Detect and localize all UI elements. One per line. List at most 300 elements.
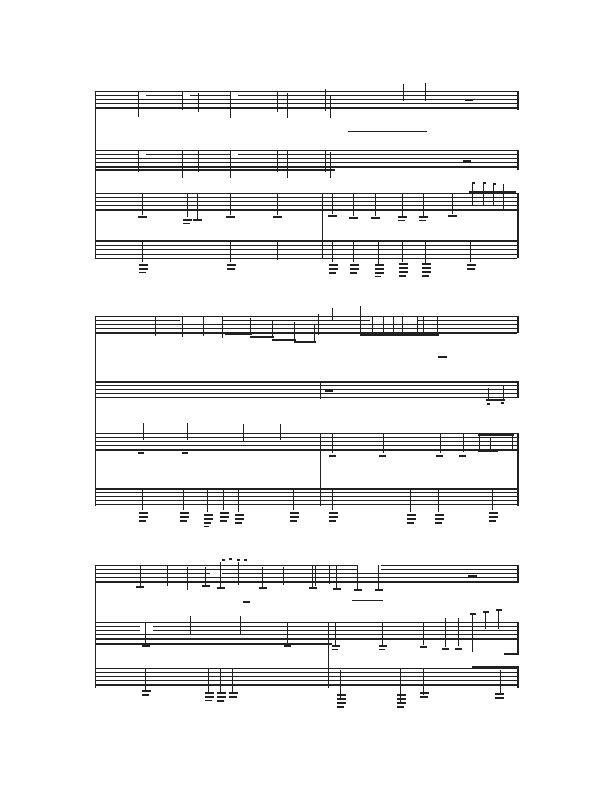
staff-line — [95, 381, 517, 383]
notation-dash — [328, 215, 337, 217]
staff-line — [95, 488, 517, 490]
note-stem — [357, 565, 358, 589]
notation-dash — [329, 264, 338, 266]
notation-dash — [217, 692, 226, 694]
staff-line — [95, 573, 517, 574]
staff-line — [95, 433, 517, 434]
note-stem — [498, 610, 499, 629]
notation-dash — [397, 702, 406, 704]
notation-dash — [284, 645, 291, 647]
notation-dash — [398, 220, 405, 221]
notation-dash — [379, 649, 385, 650]
staff-line — [95, 634, 517, 635]
note-stem — [220, 668, 221, 694]
render-artifact — [188, 429, 198, 432]
notation-dash — [348, 131, 427, 132]
staff-line — [95, 680, 517, 681]
notation-dash — [337, 706, 344, 708]
notation-dash — [136, 586, 144, 588]
staff-line — [95, 449, 517, 451]
note-stem — [423, 193, 424, 218]
notation-dash — [504, 653, 517, 655]
articulation-dot — [237, 559, 240, 561]
notation-dash — [352, 600, 383, 601]
notation-dash — [142, 645, 150, 647]
note-stem — [330, 95, 331, 118]
notation-dash — [422, 271, 431, 273]
note-stem — [470, 240, 471, 262]
notation-dash — [438, 356, 447, 358]
notation-dash — [371, 217, 380, 219]
note-stem — [280, 424, 281, 440]
notation-dash — [182, 452, 188, 454]
notation-dash — [420, 696, 428, 698]
notation-dash — [407, 518, 416, 520]
note-stem — [223, 488, 224, 510]
notation-dash — [220, 516, 229, 518]
barline — [517, 433, 519, 506]
note-stem — [336, 565, 337, 589]
barline — [328, 622, 329, 688]
note-stem — [198, 93, 199, 112]
notation-dash — [349, 217, 358, 219]
staff-line — [95, 397, 517, 398]
notation-dash — [419, 220, 426, 221]
staff-line — [95, 201, 517, 202]
barline — [322, 193, 323, 258]
note-stem — [372, 316, 373, 334]
staff-line — [95, 158, 517, 159]
note-stem — [167, 565, 168, 586]
notation-dash — [465, 99, 473, 101]
notation-dash — [205, 696, 214, 698]
notation-dash — [435, 518, 444, 520]
notation-dash — [290, 520, 297, 522]
note-stem — [483, 184, 484, 205]
note-stem — [472, 184, 473, 205]
note-stem — [493, 185, 494, 205]
notation-dash — [397, 694, 406, 696]
note-stem — [232, 668, 233, 692]
note-stem — [314, 324, 315, 342]
notation-dash — [204, 514, 213, 516]
notation-dash — [397, 698, 406, 700]
notation-dash — [183, 223, 190, 224]
note-stem — [423, 317, 424, 335]
notation-dash — [375, 589, 383, 591]
notation-dash — [205, 692, 214, 694]
note-stem — [287, 93, 288, 118]
notation-dash — [489, 516, 498, 518]
notation-dash — [139, 268, 148, 270]
note-stem — [383, 317, 384, 335]
notation-dash — [478, 434, 514, 436]
notation-dash — [220, 520, 227, 522]
notation-dash — [470, 613, 476, 615]
note-stem — [403, 84, 404, 101]
system-2 — [95, 306, 519, 527]
note-stem — [332, 433, 333, 453]
note-stem — [138, 92, 139, 117]
staff-line — [95, 99, 517, 100]
notation-dash — [139, 520, 146, 522]
notation-dash — [407, 522, 414, 524]
staff-line — [95, 445, 517, 446]
notation-dash — [399, 263, 408, 265]
note-stem — [479, 435, 480, 451]
notation-dash — [329, 455, 336, 457]
staff-line — [95, 676, 517, 677]
notation-dash — [422, 267, 431, 269]
barline — [325, 150, 326, 172]
notation-dash — [399, 267, 408, 269]
note-stem — [375, 193, 376, 216]
note-stem — [500, 670, 501, 693]
note-stem — [230, 92, 231, 118]
notation-dash — [290, 516, 299, 518]
barline — [517, 565, 519, 583]
note-stem — [287, 622, 288, 645]
notation-dash — [227, 268, 235, 270]
staff-line — [95, 166, 517, 168]
staff-line — [95, 385, 517, 386]
staff-line — [95, 496, 517, 497]
articulation-dot — [472, 182, 475, 184]
note-stem — [277, 92, 278, 112]
note-stem — [182, 150, 183, 178]
render-artifact — [231, 154, 238, 157]
notation-dash — [225, 333, 252, 335]
notation-dash — [329, 268, 338, 270]
note-stem — [438, 488, 439, 512]
note-stem — [230, 240, 231, 262]
notation-dash — [496, 609, 502, 611]
notation-dash — [329, 516, 338, 518]
staff-line — [95, 107, 517, 109]
staff-line — [95, 154, 517, 155]
note-stem — [332, 240, 333, 262]
staff-line — [95, 393, 517, 394]
render-artifact — [183, 95, 190, 98]
notation-dash — [204, 518, 213, 520]
notation-dash — [217, 696, 226, 698]
staff-line — [95, 437, 517, 438]
notation-dash — [495, 693, 504, 695]
barline — [320, 433, 321, 506]
render-artifact — [180, 319, 222, 324]
notation-dash — [139, 272, 146, 273]
staff-line — [95, 581, 517, 583]
note-stem — [463, 433, 464, 452]
note-stem — [378, 240, 379, 264]
system-1 — [95, 83, 519, 277]
notation-dash — [272, 339, 296, 341]
notation-dash — [375, 272, 384, 274]
staff-line — [95, 565, 517, 566]
notation-dash — [420, 692, 429, 694]
staff-line — [95, 668, 517, 669]
note-stem — [222, 316, 223, 338]
notation-dash — [332, 649, 338, 650]
notation-dash — [226, 216, 235, 218]
note-stem — [360, 306, 361, 333]
note-stem — [205, 567, 206, 585]
barline — [517, 193, 519, 258]
render-artifact — [357, 565, 381, 572]
render-artifact — [231, 95, 238, 98]
notation-dash — [180, 516, 189, 518]
staff-line — [95, 332, 517, 334]
notation-dash — [250, 336, 274, 338]
note-stem — [503, 184, 504, 209]
notation-dash — [217, 587, 225, 589]
staff-line — [95, 205, 517, 206]
note-stem — [458, 618, 459, 646]
render-artifact — [140, 626, 153, 631]
articulation-dot — [501, 402, 504, 404]
notation-dash — [422, 275, 429, 277]
note-stem — [198, 151, 199, 172]
notation-dash — [193, 219, 202, 221]
notation-dash — [459, 455, 466, 457]
staff-line — [95, 389, 517, 390]
note-stem — [230, 193, 231, 215]
note-stem — [182, 92, 183, 110]
note-stem — [445, 618, 446, 647]
notation-dash — [398, 216, 407, 218]
note-stem — [472, 615, 473, 652]
render-artifact — [139, 154, 146, 157]
notation-dash — [183, 219, 192, 221]
note-stem — [402, 240, 403, 262]
note-stem — [182, 316, 183, 337]
notation-dash — [467, 264, 476, 266]
system-3 — [95, 558, 519, 708]
note-stem — [243, 424, 244, 441]
staff-line — [95, 254, 517, 255]
barline — [517, 150, 519, 170]
notation-dash — [337, 694, 346, 696]
notation-dash — [337, 698, 346, 700]
barline — [329, 565, 330, 584]
notation-dash — [180, 512, 189, 514]
note-stem — [138, 150, 139, 172]
notation-dash — [442, 648, 449, 650]
notation-dash — [273, 216, 282, 218]
notation-dash — [229, 696, 237, 698]
render-artifact — [139, 95, 146, 98]
note-stem — [143, 423, 144, 440]
notation-dash — [489, 512, 498, 514]
notation-dash — [350, 272, 357, 274]
note-stem — [332, 488, 333, 510]
note-stem — [240, 616, 241, 635]
note-stem — [142, 488, 143, 510]
notation-dash — [483, 611, 489, 613]
notation-dash — [379, 645, 387, 647]
notation-dash — [325, 389, 333, 392]
notation-dash — [350, 264, 359, 266]
staff-line — [95, 193, 517, 194]
note-stem — [402, 193, 403, 218]
note-stem — [277, 193, 278, 215]
staff-line — [95, 324, 517, 325]
notation-dash — [467, 268, 475, 270]
note-stem — [402, 317, 403, 335]
notation-dash — [468, 575, 477, 577]
note-stem — [208, 668, 209, 692]
articulation-dot — [493, 183, 496, 185]
barline — [95, 91, 96, 258]
note-stem — [187, 423, 188, 440]
staff-line — [95, 569, 517, 570]
notation-dash — [360, 333, 439, 336]
notation-dash — [329, 520, 336, 522]
staff-line — [95, 95, 517, 96]
notation-dash — [235, 522, 242, 524]
note-stem — [293, 488, 294, 510]
note-stem — [230, 150, 231, 178]
note-stem — [335, 622, 336, 646]
note-stem — [315, 565, 316, 586]
notation-dash — [220, 512, 229, 514]
note-stem — [393, 316, 394, 334]
note-stem — [287, 151, 288, 178]
staff-line — [95, 622, 517, 623]
staff-line — [95, 504, 517, 505]
staff-line — [95, 684, 517, 686]
note-stem — [145, 668, 146, 690]
notation-dash — [455, 648, 462, 650]
note-stem — [400, 668, 401, 702]
notation-dash — [407, 514, 416, 516]
notation-dash — [397, 706, 404, 708]
notation-dash — [139, 512, 148, 514]
notation-dash — [435, 522, 442, 524]
note-stem — [312, 565, 313, 588]
note-stem — [423, 622, 424, 645]
notation-dash — [217, 700, 224, 702]
notation-dash — [375, 264, 384, 266]
staff-line — [95, 500, 517, 501]
notation-dash — [379, 455, 386, 457]
note-stem — [272, 320, 273, 338]
notation-dash — [142, 690, 151, 692]
notation-dash — [95, 169, 335, 171]
note-stem — [187, 194, 188, 217]
notation-dash — [375, 276, 381, 277]
staff-line — [95, 240, 517, 242]
notation-dash — [448, 215, 457, 217]
notation-dash — [202, 585, 210, 587]
staff-line — [95, 328, 517, 329]
barline — [517, 622, 519, 655]
staff-line — [95, 316, 517, 317]
articulation-dot — [244, 559, 247, 561]
note-stem — [140, 565, 141, 588]
note-stem — [437, 316, 438, 334]
note-stem — [187, 567, 188, 590]
notation-dash — [354, 589, 362, 591]
note-stem — [425, 83, 426, 101]
notation-dash — [436, 455, 443, 457]
articulation-dot — [487, 403, 490, 405]
staff-line — [95, 672, 517, 673]
notation-dash — [294, 341, 316, 343]
staff-line — [95, 103, 517, 104]
notation-dash — [204, 526, 209, 527]
note-stem — [277, 240, 278, 260]
notation-dash — [329, 512, 338, 514]
barline — [95, 316, 96, 506]
staff-line — [95, 626, 517, 627]
staff-line — [95, 320, 517, 321]
staff-line — [95, 630, 517, 631]
staff-line — [95, 638, 517, 640]
staff-line — [95, 209, 517, 211]
notation-dash — [495, 697, 504, 699]
note-stem — [203, 317, 204, 336]
notation-dash — [478, 450, 498, 452]
notation-dash — [235, 514, 244, 516]
notation-dash — [139, 264, 148, 266]
note-stem — [417, 316, 418, 334]
notation-dash — [95, 643, 332, 645]
note-stem — [283, 567, 284, 585]
note-stem — [382, 622, 383, 646]
note-stem — [425, 240, 426, 264]
barline — [320, 381, 321, 399]
notation-dash — [435, 514, 444, 516]
note-stem — [262, 567, 263, 588]
note-stem — [503, 386, 504, 400]
staff-line — [95, 162, 517, 163]
staff-line — [95, 91, 517, 92]
barline — [517, 666, 519, 688]
note-stem — [332, 193, 333, 214]
notation-dash — [259, 587, 267, 589]
notation-dash — [375, 268, 384, 270]
note-stem — [250, 318, 251, 334]
staff-line — [95, 441, 517, 442]
notation-dash — [422, 263, 431, 265]
staff-line — [95, 258, 517, 259]
notation-dash — [309, 587, 317, 589]
note-stem — [353, 193, 354, 216]
note-stem — [353, 240, 354, 262]
notation-dash — [419, 216, 428, 218]
note-stem — [294, 322, 295, 340]
articulation-dot — [222, 559, 225, 561]
notation-dash — [489, 520, 496, 522]
notation-dash — [235, 518, 244, 520]
staff-line — [95, 577, 517, 578]
note-stem — [512, 435, 513, 451]
notation-dash — [469, 191, 516, 193]
barline — [517, 91, 519, 110]
notation-dash — [333, 588, 341, 590]
note-stem — [383, 433, 384, 453]
note-stem — [452, 193, 453, 214]
articulation-dot — [229, 558, 232, 560]
notation-dash — [205, 700, 212, 701]
note-stem — [410, 488, 411, 512]
note-stem — [490, 437, 491, 452]
staff-line — [95, 197, 517, 198]
note-stem — [183, 488, 184, 510]
notation-dash — [329, 272, 336, 274]
staff-line — [95, 249, 517, 250]
